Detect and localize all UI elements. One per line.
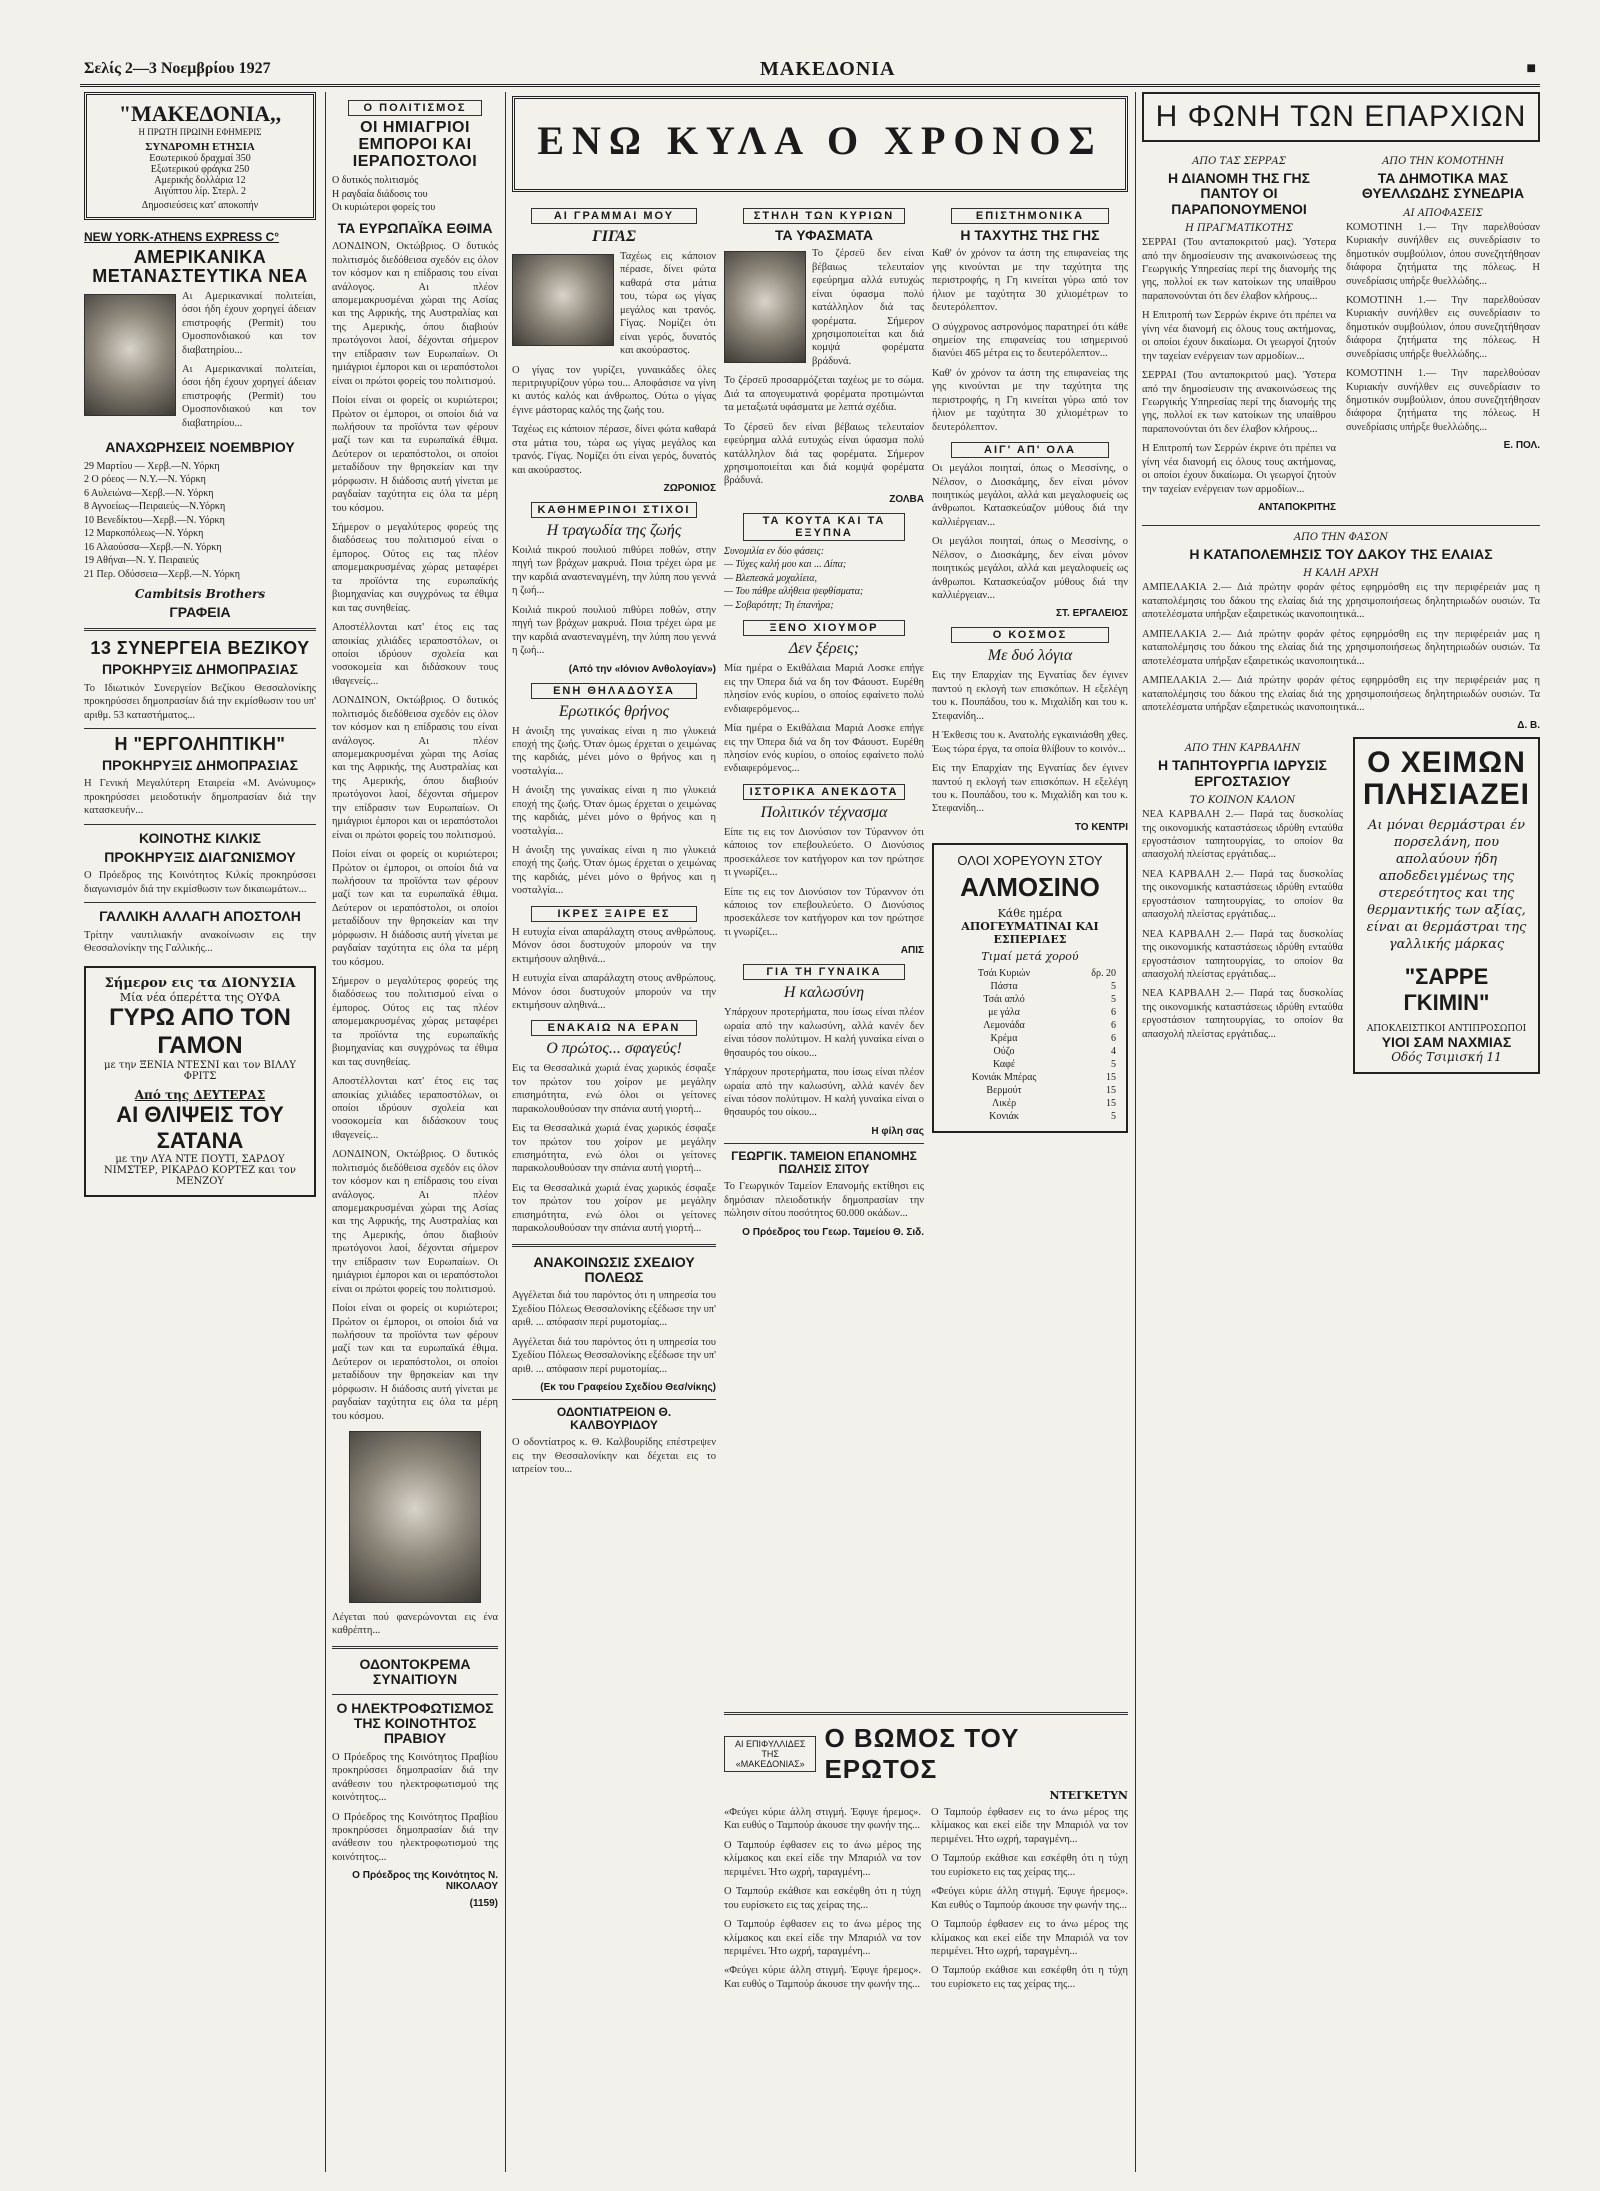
article-text: ΛΟΝΔΙΝΟΝ, Οκτώβριος. Ο δυτικός πολιτισμός διεδόθεισα σχεδόν εις όλον τον κόσμον και η επίδρασις του είναι ανάλογος. Αι πλέον απομεμακρυσμέναι χώραι της Ασίας και της Αφρικής, της Αυστραλίας και της Αμερικής, όπου διαβιούν πρωτόγονοι λαοί, δέχονται σήμερον την επίδρασιν των Ευρωπαίων. Οι ημιάγριοι έμποροι και οι ιεραπόστολοι είναι οι πρώτοι φορείς του πολιτισμού. <box>332 241 498 387</box>
dentist-text: Ο οδοντίατρος κ. Θ. Καλβουρίδης επέστρεψεν εις την Θεσσαλονίκην και δέχεται εις το ιατρείον του... <box>512 1437 716 1476</box>
council-text: ΚΟΜΟΤΙΝΗ 1.— Την παρελθούσαν Κυριακήν συνήλθεν εις συνεδρίασιν το δημοτικόν συμβούλιον, όπου συνεζητήθησαν διάφορα ζητήματα της πόλεως. Η συνεδρίασις υπήρξε θυελλώδης... <box>1346 221 1540 287</box>
subscription-box <box>84 92 316 220</box>
list-item: Οι κυριώτεροι φορείς του <box>332 202 436 214</box>
company-name: Cambitsis Brothers <box>134 587 266 602</box>
article-text: Αποστέλλονται κατ' έτος εις τας αποικίας χιλιάδες ιεραποστόλων, οι οποίοι ιδρύουν σχολεία και νοσοκομεία και διδάσκουν τους ιθαγενείς... <box>332 622 498 687</box>
carpet-factory-text: ΝΕΑ ΚΑΡΒΑΛΗ 2.— Παρά τας δυσκολίας της οικονομικής καταστάσεως ιδρύθη ενταύθα εργοστάσιον ταπητουργίας, το οποίον θα απασχολή πλείστας εργάτιδας... <box>1142 868 1343 921</box>
list-item: 19 Αθήναι—Ν. Υ. Πειραιεύς <box>84 555 199 567</box>
dionysia-from: Από της ΔΕΥΤΕΡΑΣ <box>134 1087 266 1102</box>
almosino-ad <box>932 843 1128 1133</box>
feuilleton-text: Ο Ταμπούρ έφθασεν εις το άνω μέρος της κλίμακος και εκεί είδε την Μπαριόλ να τον περιμένει. Ήτο ωχρή, ταραγμένη... <box>931 1807 1128 1845</box>
almosino-daily: Κάθε ημέρα <box>997 906 1063 920</box>
auction-text: Το Ιδιωτικόν Συνεργείον Βεζίκου Θεσσαλονίκης προκηρύσσει δημοπρασίαν διά την εκμίσθωσιν του υπ' αριθμ. 53 καταστήματος... <box>84 682 316 721</box>
earth-speed-text: Ο σύγχρονος αστρονόμος παρατηρεί ότι κάθε σημείον της επιφανείας του ισημερινού διανύει 465 μέτρα εις το δευτερόλεπτον... <box>932 321 1128 360</box>
list-item: 6 Αυλειώνα—Χερβ.—Ν. Υόρκη <box>84 487 214 499</box>
section-tag: Ο ΠΟΛΙΤΙΣΜΟΣ <box>348 100 483 116</box>
column-2 <box>332 92 498 2172</box>
ikres-text: Η ευτυχία είναι απαράλαχτη στους ανθρώπους. Μόνον όσοι δυστυχούν μπορούν να την εκτιμήσουν αληθινά... <box>512 926 716 965</box>
auction-heading: ΠΡΟΚΗΡΥΞΙΣ ΔΗΜΟΠΡΑΣΙΑΣ <box>102 661 298 678</box>
city-plan-text: Αγγέλεται διά του παρόντος ότι η υπηρεσία του Σχεδίου Πόλεως Θεσσαλονίκης εξέδωσε την υπ' αριθ. ... απόφασιν περί ρυμοτομίας... <box>512 1290 716 1329</box>
feuilleton-text: «Φεύγει κύριε άλλη στιγμή. Έφυγε ήρεμος». Και ευθύς ο Ταμπούρ άκουσε την φωνήν της... <box>724 1965 921 1990</box>
divider <box>512 1399 716 1400</box>
list-item: — Τύχες καλή μου και ... Δίπα; <box>724 559 847 571</box>
land-distribution-heading: Η ΔΙΑΝΟΜΗ ΤΗΣ ΓΗΣ ΠΑΝΤΟΥ ΟΙ ΠΑΡΑΠΟΝΟΥΜΕΝΟΙ <box>1167 170 1311 217</box>
list-item: 10 Βενεδίκτου—Χερβ.—Ν. Υόρκη <box>84 514 225 526</box>
first-butcher-text: Εις τα Θεσσαλικά χωριά ένας χωρικός έσφαξε τον πρώτον του χοίρον με μεγάλην επισημότητα, ενώ όλοι οι γείτονες παρακολουθούσαν την σπάνια αυτή γιορτή... <box>512 1182 716 1235</box>
table-row <box>942 1110 1118 1123</box>
feuilleton-text: «Φεύγει κύριε άλλη στιγμή. Έφυγε ήρεμος». Και ευθύς ο Ταμπούρ άκουσε την φωνήν της... <box>724 1807 921 1832</box>
price-item: Κονιάκ <box>989 1110 1019 1122</box>
feuilleton-text: Ο Ταμπούρ έφθασεν εις το άνω μέρος της κλίμακος και εκεί είδε την Μπαριόλ να τον περιμένει. Ήτο ωχρή, ταραγμένη... <box>931 1919 1128 1957</box>
council-signature: Ε. ΠΟΛ. <box>1503 440 1540 452</box>
grain-sale-signature: Ο Πρόεδρος του Γεωρ. Ταμείου Θ. Σιδ. <box>742 1226 924 1238</box>
america-heading: ΑΜΕΡΙΚΑΝΙΚΑ ΜΕΤΑΝΑΣΤΕΥΤΙΚΑ ΝΕΑ <box>92 247 308 286</box>
land-distribution-text: Η Επιτροπή των Σερρών έκρινε ότι πρέπει να γίνη νέα διανομή εις όλους τους ακτήμονας, οι οποίοι έχουν δικαίωμα. Οι γεωργοί ζητούν την ταχείαν ενέργειαν των αρμοδίων... <box>1142 310 1336 362</box>
masthead <box>80 58 1540 87</box>
city-plan-text: Αγγέλεται διά του παρόντος ότι η υπηρεσία του Σχεδίου Πόλεως Θεσσαλονίκης εξέδωσε την υπ' αριθ. ... απόφασιν περί ρυμοτομίας... <box>512 1336 716 1375</box>
dionysia-title: ΓΥΡΩ ΑΠΟ ΤΟΝ ΓΑΜΟΝ <box>109 1003 291 1059</box>
dionysia-ad <box>84 966 316 1197</box>
column-1 <box>84 92 316 2172</box>
electrification-heading: Ο ΗΛΕΚΤΡΟΦΩΤΙΣΜΟΣ ΤΗΣ ΚΟΙΝΟΤΗΤΟΣ ΠΡΑΒΙΟΥ <box>336 1699 494 1747</box>
section-tag: ΣΤΗΛΗ ΤΩΝ ΚΥΡΙΩΝ <box>743 208 905 224</box>
earth-speed-heading: Η ΤΑΧΥΤΗΣ ΤΗΣ ΓΗΣ <box>960 227 1100 243</box>
gigas-text: Ο γίγας τον γυρίζει, γυναικάδες όλες περιτριγυρίζουν γύρω του... Αποφάσισε να γίνη κι αυτός καλός και άνθρωπος. Ούτω ο γίγας έγινε μάστορας καλός της ζωής του. <box>512 364 716 416</box>
table-row <box>942 1006 1118 1019</box>
price-value: 5 <box>1111 1058 1116 1070</box>
dionysia-cast: με την ΞΕΝΙΑ ΝΤΕΣΝΙ και τον ΒΙΛΛΥ ΦΡΙΤΣ <box>103 1059 296 1082</box>
list-item: — Βλεπεσκά μοχαλίεια, <box>724 572 818 584</box>
land-distribution-text: ΣΕΡΡΑΙ (Του ανταποκριτού μας). Ύστερα από την δημοσίευσιν της ανακοινώσεως της Γεωργικής Υπηρεσίας περί της διανομής της γης, πολλοί εκ των κατοίκων της υπαίθρου παραπονούνται ότι δεν έλαβον κλήρους... <box>1142 370 1336 435</box>
list-item: Η ραγδαία διάδοσις του <box>332 188 428 200</box>
fabrics-text: Το ζέρσεϋ δεν είναι βέβαιως τελευταίον εφεύρημα αλλά ευτυχώς είναι ύφασμα πολύ κατάλληλον διά τας φορέματα. Σήμερον χρησιμοποιείται και διά κομψά φορέματα βράδυνά. <box>812 248 924 367</box>
article-text: Ποίοι είναι οι φορείς οι κυριώτεροι; Πρώτον οι έμποροι, οι οποίοι διά να πωλήσουν τα προϊόντα των φέρουν μαζί των και τα ευρωπαϊκά έθιμα. Δεύτερον οι ιεραπόστολοι, οι οποίοι μεταδίδουν την θρησκείαν και την μόρφωσιν. Η διάδοσις αυτή γίνεται με ραγδαίαν ταχύτητα εις όλα τα μέρη του κόσμου. <box>332 849 498 968</box>
article-text: Σήμερον ο μεγαλύτερος φορεύς της διαδόσεως του πολιτισμού είναι ο έμπορος. Ούτος εις τας πλέον απομεμακρυσμένας χώρας μεταφέρει τα προϊόντα της ευρωπαϊκής βιομηχανίας και συγχρόνως τα έθιμα και τας συνηθείας. <box>332 976 498 1068</box>
eros-title: Ερωτικός θρήνος <box>558 702 670 720</box>
article-text: Αποστέλλονται κατ' έτος εις τας αποικίας χιλιάδες ιεραποστόλων, οι οποίοι ιδρύουν σχολεία και νοσοκομεία και διδάσκουν τους ιθαγενείς... <box>332 1076 498 1141</box>
dentist-heading: ΟΔΟΝΤΙΑΤΡΕΙΟΝ Θ. ΚΑΛΒΟΥΡΙΔΟΥ <box>556 1405 672 1433</box>
tragedy-source: (Από την «Ιόνιον Ανθολογίαν») <box>568 663 716 675</box>
subhead: ΤΟ ΚΟΙΝΟΝ ΚΑΛΟΝ <box>1189 795 1296 807</box>
brand-title: "ΜΑΚΕΔΟΝΙΑ,, <box>118 101 282 126</box>
list-item: 29 Μαρτίου — Χερβ.—Ν. Υόρκη <box>84 460 220 472</box>
list-item: Ο δυτικός πολιτισμός <box>332 175 419 187</box>
provinces-voice-banner: Η ΦΩΝΗ ΤΩΝ ΕΠΑΡΧΙΩΝ <box>1142 92 1540 142</box>
price-item: Λεμονάδα <box>983 1019 1025 1031</box>
table-row <box>942 1045 1118 1058</box>
divider <box>1142 525 1540 526</box>
list-item: 8 Αγνοείως—Πειραιεύς—Ν.Υόρκη <box>84 501 226 513</box>
tragedy-text: Κοιλιά πικρού πουλιού πιθύρει ποθών, στην πηγή των βράχων μακρυά. Ποια τρέχει ώρα με την καρδιά αναστεναγμένη, την λύπη που γεννά η ζωή... <box>512 545 716 597</box>
kindness-text: Υπάρχουν προτερήματα, που ίσως είναι πλέον ωραία από την καλωσύνη, αλλά κανέν δεν είναι τόσον πολύτιμον. Η καλή γυναίκα είναι ο θησαυρός του οίκου... <box>724 1067 924 1119</box>
feuilleton <box>724 1712 1128 2172</box>
list-item: Συνομιλία εν δύο φάσεις: <box>724 545 825 557</box>
city-plan-signature: (Εκ του Γραφείου Σχεδίου Θεσ/νίκης) <box>540 1382 716 1394</box>
america-text: Αι Αμερικανικαί πολιτείαι, όσοι ήδη έχουν χορηγεί άδειαν επιστροφής (Permit) του Ομοσπονδιακού και τον διαβατηρίου... <box>182 290 316 356</box>
subscription-line: Αμερικής δολλάρια 12 <box>154 175 246 186</box>
tragedy-text: Κοιλιά πικρού πουλιού πιθύρει ποθών, στην πηγή των βράχων μακρυά. Ποια τρέχει ώρα με την καρδιά αναστεναγμένη, την λύπη που γεννά η ζωή... <box>512 604 716 657</box>
newspaper-name: ΜΑΚΕΔΟΝΙΑ <box>760 58 896 80</box>
feuilleton-title: Ο ΒΩΜΟΣ ΤΟΥ ΕΡΩΤΟΣ <box>824 1723 1020 1784</box>
olive-fly-text: ΑΜΠΕΛΑΚΙΑ 2.— Διά πρώτην φοράν φέτος εφηρμόσθη εις την περιφέρειάν μας η καταπολέμησις του δάκου της ελαίας διά της χρησιμοποιήσεως δηλητηριωδών ουσιών. Τα αποτελέσματα υπήρξαν εξαιρετικώς ικανοποιητικά... <box>1142 628 1540 667</box>
feuilleton-text: Ο Ταμπούρ εκάθισε και εσκέφθη ότι η τύχη του ευρίσκετο εις τας χείρας της... <box>931 1853 1128 1878</box>
table-row <box>942 993 1118 1006</box>
first-butcher-text: Εις τα Θεσσαλικά χωριά ένας χωρικός έσφαξε τον πρώτον του χοίρον με μεγάλην επισημότητα, ενώ όλοι οι γείτονες παρακολουθούσαν την σπάνια αυτή γιορτή... <box>512 1063 716 1115</box>
table-row <box>942 1019 1118 1032</box>
list-item: 21 Περ. Οδύσσεια—Χερβ.—Ν. Υόρκη <box>84 568 241 580</box>
earth-speed-text: Καθ' όν χρόνον τα άστη της επιφανείας της γης κινούνται με την ταχύτητα της περιστροφής, η Γη κινείται γύρω από τον ήλιον με ταχύτητα 30 χιλιομέτρων το δευτερόλεπτον. <box>932 248 1128 314</box>
list-item: — Σοβαρότητ; Τη έπανήρα; <box>724 599 834 611</box>
olive-fly-text: ΑΜΠΕΛΑΚΙΑ 2.— Διά πρώτην φοράν φέτος εφηρμόσθη εις την περιφέρειάν μας η καταπολέμησις του δάκου της ελαίας διά της χρησιμοποιήσεως δηλητηριωδών ουσιών. Τα αποτελέσματα υπήρξαν εξαιρετικώς ικανοποιητικά... <box>1142 675 1540 713</box>
divider <box>84 628 316 631</box>
article-text: Ποίοι είναι οι φορείς οι κυριώτεροι; Πρώτον οι έμποροι, οι οποίοι διά να πωλήσουν τα προϊόντα των φέρουν μαζί των και τα ευρωπαϊκά έθιμα. Δεύτερον οι ιεραπόστολοι, οι οποίοι μεταδίδουν την θρησκείαν και την μόρφωσιν. Η διάδοσις αυτή γίνεται με ραγδαίαν ταχύτητα εις όλα τα μέρη του κόσμου. <box>332 1303 498 1422</box>
fabrics-heading: ΤΑ ΥΦΑΣΜΑΤΑ <box>775 227 873 243</box>
dialogue-list <box>724 545 924 613</box>
section-tag: ΓΙΑ ΤΗ ΓΥΝΑΙΚΑ <box>743 964 905 980</box>
price-value: 5 <box>1111 980 1116 992</box>
first-butcher-text: Εις τα Θεσσαλικά χωριά ένας χωρικός έσφαξε τον πρώτον του χοίρον με μεγάλην επισημότητα, ενώ όλοι οι γείτονες παρακολουθούσαν την σπάνια αυτή γιορτή... <box>512 1123 716 1175</box>
feuilleton-text: Ο Ταμπούρ έφθασεν εις το άνω μέρος της κλίμακος και εκεί είδε την Μπαριόλ να τον περιμένει. Ήτο ωχρή, ταραγμένη... <box>724 1839 921 1878</box>
section-tag: ΚΑΘΗΜΕΡΙΝΟΙ ΣΤΙΧΟΙ <box>531 502 696 518</box>
price-value: 15 <box>1106 1071 1116 1083</box>
article-headline: ΟΙ ΗΜΙΑΓΡΙΟΙ ΕΜΠΟΡΟΙ ΚΑΙ ΙΕΡΑΠΟΣΤΟΛΟΙ <box>352 119 478 170</box>
divider <box>84 824 316 825</box>
subscription-title: ΣΥΝΔΡΟΜΗ ΕΤΗΣΙΑ <box>145 141 255 153</box>
heater-ad <box>1353 737 1540 1073</box>
feuilleton-tag: ΑΙ ΕΠΙΦΥΛΛΙΔΕΣ ΤΗΣ «ΜΑΚΕΔΟΝΙΑΣ» <box>724 1736 816 1772</box>
section-tag: Ο ΚΟΣΜΟΣ <box>951 627 1110 643</box>
heater-seller: ΥΙΟΙ ΣΑΜ ΝΑΧΜΙΑΣ <box>1381 1033 1512 1050</box>
section-tag: ΙΣΤΟΡΙΚΑ ΑΝΕΚΔΟΤΑ <box>743 784 905 800</box>
dionysia-next: ΑΙ ΘΛΙΨΕΙΣ ΤΟΥ ΣΑΤΑΝΑ <box>116 1101 284 1153</box>
price-item: Καφέ <box>992 1058 1016 1070</box>
heater-agents: ΑΠΟΚΛΕΙΣΤΙΚΟΙ ΑΝΤΙΠΡΟΣΩΠΟΙ <box>1366 1023 1527 1034</box>
list-item: — Του πάθρε αλήθεια ψεφθίσματα; <box>724 586 864 598</box>
gigas-text: Ταχέως εις κάποιον πέρασε, δίνει φώτα καθαρά στα μάτια του, τώρα ως γίγας μεγάλος και τρανός. Γίγας. Νομίζει ότι είναι γερός, δυνατός και ακούραστος. <box>620 251 716 357</box>
in-brief-title: Με δυό λόγια <box>987 647 1073 665</box>
political-trick-title: Πολιτικόν τέχνασμα <box>760 803 888 821</box>
issue-date: Σελίς 2—3 Νοεμβρίου 1927 <box>84 60 271 77</box>
city-plan-heading: ΑΝΑΚΟΙΝΩΣΙΣ ΣΧΕΔΙΟΥ ΠΟΛΕΩΣ <box>533 1253 695 1286</box>
dionysia-next-cast: με την ΛΥΑ ΝΤΕ ΠΟΥΤΙ, ΣΑΡΔΟΥ ΝΙΜΣΤΕΡ, ΡΙΚΑΡΔΟ ΚΟΡΤΕΖ και τον ΜΕΝΖΟΥ <box>104 1153 296 1187</box>
dateline: ΑΠΟ ΤΗΝ ΦΑΣΟΝ <box>1293 532 1389 544</box>
mirror-ad-caption: Λέγεται πού φανερώνονται εις ένα καθρέπτη... <box>332 1612 498 1637</box>
subscription-note: Δημοσιεύσεις κατ' αποκοπήν <box>141 200 259 211</box>
article-text: Σήμερον ο μεγαλύτερος φορεύς της διαδόσεως του πολιτισμού είναι ο έμπορος. Ούτος εις τας πλέον απομεμακρυσμένας χώρας μεταφέρει τα προϊόντα της ευρωπαϊκής βιομηχανίας και συγχρόνως τα έθιμα και τας συνηθείας. <box>332 522 498 614</box>
section-tag: ΤΑ ΚΟΥΤΑ ΚΑΙ ΤΑ ΕΞΥΠΝΑ <box>743 513 905 541</box>
olive-fly-text: ΑΜΠΕΛΑΚΙΑ 2.— Διά πρώτην φοράν φέτος εφηρμόσθη εις την περιφέρειάν μας η καταπολέμησις του δάκου της ελαίας διά της χρησιμοποιήσεως δηλητηριωδών ουσιών. Τα αποτελέσματα υπήρξαν εξαιρετικώς ικανοποιητικά... <box>1142 582 1540 621</box>
article-text: Ποίοι είναι οι φορείς οι κυριώτεροι; Πρώτον οι έμποροι, οι οποίοι διά να πωλήσουν τα προϊόντα των φέρουν μαζί των και τα ευρωπαϊκά έθιμα. Δεύτερον οι ιεραπόστολοι, οι οποίοι μεταδίδουν την θρησκείαν και την μόρφωσιν. Η διάδοσις αυτή γίνεται με ραγδαίαν ταχύτητα εις όλα τα μέρη του κόσμου. <box>332 395 498 514</box>
list-item: 2 Ο ρόεος — Ν.Υ.—Ν. Υόρκη <box>84 474 206 486</box>
auction-heading: ΠΡΟΚΗΡΥΞΙΣ ΔΗΜΟΠΡΑΣΙΑΣ <box>102 756 298 773</box>
dont-know-text: Μία ημέρα ο Εκιθάλαια Μαριά Λοσκε επήγε εις την Όπερα διά να δη τον Φάουστ. Ευρέθη πλησίον ενός κυρίου, ο οποίος εφαίνετο πολύ ενδιαφερόμενος... <box>724 723 924 775</box>
article-subhead: ΤΑ ΕΥΡΩΠΑΪΚΑ ΕΘΙΜΑ <box>337 219 493 236</box>
express-heading: NEW YORK-ATHENS EXPRESS C° <box>84 230 280 244</box>
miscellany-text: Οι μεγάλοι ποιηταί, όπως ο Μεσσίνης, ο Νέλσον, ο Διοσκάμης, δεν είναι μόνον ποιητικώς μεγάλοι, αλλά και μεγαλοφυείς ως άνθρωποι. Κατασκεύαζον μύθους διά την καλλιέργειαν... <box>932 463 1128 528</box>
price-value: 5 <box>1111 993 1116 1005</box>
table-row <box>942 1071 1118 1084</box>
table-row <box>942 1058 1118 1071</box>
divider <box>724 1712 1128 1715</box>
banner-title: ΕΝΩ ΚΥΛΑ Ο ΧΡΟΝΟΣ <box>537 118 1103 163</box>
subhead: ΑΙ ΑΠΟΦΑΣΕΙΣ <box>1403 207 1483 219</box>
carpet-factory-text: ΝΕΑ ΚΑΡΒΑΛΗ 2.— Παρά τας δυσκολίας της οικονομικής καταστάσεως ιδρύθη ενταύθα εργοστάσιον ταπητουργίας, το οποίον θα απασχολή πλείστας εργάτιδας... <box>1142 988 1343 1040</box>
price-item: Λικέρ <box>991 1097 1017 1109</box>
price-item: Βερμούτ <box>986 1084 1022 1096</box>
gigas-illustration <box>512 254 614 346</box>
table-row <box>942 1032 1118 1045</box>
section-tag: ΞΕΝΟ ΧΙΟΥΜΟΡ <box>743 620 905 636</box>
fabrics-signature: ΖΟΛΒΑ <box>889 493 924 505</box>
mirror-ad-illustration <box>349 1431 481 1603</box>
french-mission-text: Τρίτην ναυτιλιακήν ανακοίνωσιν εις την Θεσσαλονίκην της Γαλλικής... <box>84 929 316 955</box>
article-text: ΛΟΝΔΙΝΟΝ, Οκτώβριος. Ο δυτικός πολιτισμός διεδόθεισα σχεδόν εις όλον τον κόσμον και η επίδρασις του είναι ανάλογος. Αι πλέον απομεμακρυσμέναι χώραι της Ασίας και της Αφρικής, της Αυστραλίας και της Αμερικής, όπου διαβιούν πρωτόγονοι λαοί, δέχονται σήμερον την επίδρασιν των Ευρωπαίων. Οι ημιάγριοι έμποροι και οι ιεραπόστολοι είναι οι πρώτοι φορείς του πολιτισμού. <box>332 1149 498 1295</box>
price-value: 6 <box>1111 1019 1116 1031</box>
section-tag: ΕΝΑΚΑΙΩ ΝΑ ΕΡΑΝ <box>531 1020 696 1036</box>
column-6 <box>1142 92 1540 2172</box>
almosino-head: ΟΛΟΙ ΧΟΡΕΥΟΥΝ ΣΤΟΥ <box>957 852 1103 868</box>
winter-text: Αι μόναι θερμάστραι έν πορσελάνη, που απολαύουν ήδη αποδεδειγμένως της στερεότητος και της θερμαντικής των αξίας, είναι αι θερμάστραι της γαλλικής μάρκας <box>1366 818 1527 952</box>
first-butcher-title: Ο πρώτος... σφαγεύς! <box>546 1040 682 1058</box>
section-tag: ΕΝΗ ΘΗΛΑΔΟΥΣΑ <box>531 683 696 699</box>
offices-heading: ΑΝΑΧΩΡΗΣΕΙΣ ΝΟΕΜΒΡΙΟΥ <box>105 439 295 456</box>
price-value: 4 <box>1111 1045 1116 1057</box>
dionysia-sub: Μία νέα όπερέττα της ΟΥΦΑ <box>119 990 281 1004</box>
subscription-line: Αιγύπτου λίρ. Στερλ. 2 <box>153 186 247 197</box>
eros-text: Η άνοιξη της γυναίκας είναι η πιο γλυκειά εποχή της ζωής. Όταν όμως έρχεται ο χειμώνας της καρδιάς, μένει μόνο ο θρήνος και η νοσταλγία... <box>512 725 716 777</box>
price-item: με γάλα <box>988 1006 1020 1018</box>
miscellany-signature: ΣΤ. ΕΡΓΑΛΕΙΟΣ <box>1056 608 1128 620</box>
gigas-text: Ταχέως εις κάποιον πέρασε, δίνει φώτα καθαρά στα μάτια του, τώρα ως γίγας μεγάλος και τρανός. Γίγας. Νομίζει ότι είναι γερός, δυνατός και ακούραστος. <box>512 424 716 476</box>
almosino-price-title: Τιμαί μετά χορού <box>981 949 1079 963</box>
tragedy-title: Η τραγωδία της ζωής <box>546 522 682 539</box>
french-mission-heading: ΓΑΛΛΙΚΗ ΑΛΛΑΓΗ ΑΠΟΣΤΟΛΗ <box>99 908 301 925</box>
price-value: 15 <box>1106 1084 1116 1096</box>
toothpaste-ad: ΟΔΟΝΤΟΚΡΕΜΑ ΣΥΝΑΙΤΙΟΥΝ <box>359 1655 471 1688</box>
notice-number: (1159) <box>469 1898 498 1910</box>
list-item: 12 Μαρκοπόλεως—Ν. Υόρκη <box>84 528 204 540</box>
dont-know-text: Μία ημέρα ο Εκιθάλαια Μαριά Λοσκε επήγε εις την Όπερα διά να δη τον Φάουστ. Ευρέθη πλησίον ενός κυρίου, ο οποίος εφαίνετο πολύ ενδιαφερόμενος... <box>724 663 924 715</box>
table-row <box>942 1097 1118 1110</box>
subscription-line: Εσωτερικού δραχμαί 350 <box>149 153 251 164</box>
contest-text: Ο Πρόεδρος της Κοινότητος Κιλκίς προκηρύσσει διαγωνισμόν διά την εκμίσθωσιν των δικαιωμάτων... <box>84 870 316 895</box>
bullet-list <box>332 174 498 215</box>
land-distribution-text: Η Επιτροπή των Σερρών έκρινε ότι πρέπει να γίνη νέα διανομή εις όλους τους ακτήμονας, οι οποίοι έχουν δικαίωμα. Οι γεωργοί ζητούν την ταχείαν ενέργειαν των αρμοδίων... <box>1142 443 1336 495</box>
land-distribution-signature: ΑΝΤΑΠΟΚΡΙΤΗΣ <box>1257 502 1336 514</box>
price-value: 6 <box>1111 1032 1116 1044</box>
table-row <box>942 1084 1118 1097</box>
feuilleton-author: ΝΤΕΓΚΕΤΥΝ <box>1049 1789 1128 1802</box>
fabrics-text: Το ζέρσεϋ προσαρμόζεται ταχέως με το σώμα. Διά τα απογευματινά φορέματα προτιμώνται τα μεταξωτά υφάσματα με λεπτά σχέδια. <box>724 375 924 414</box>
column-divider <box>325 92 326 2172</box>
price-item: Πάστα <box>990 980 1018 992</box>
dateline: ΑΠΟ ΤΗΝ ΚΟΜΟΤΗΝΗ <box>1382 156 1504 167</box>
fabrics-text: Το ζέρσεϋ δεν είναι βέβαιως τελευταίον εφεύρημα αλλά ευτυχώς είναι ύφασμα πολύ κατάλληλον διά τας φορέματα. Σήμερον χρησιμοποιείται και διά κομψά φορέματα βράδυνά. <box>724 421 924 487</box>
brand-subtitle: Η ΠΡΩΤΗ ΠΡΩΙΝΗ ΕΦΗΜΕΡΙΣ <box>138 127 262 137</box>
feuilleton-text: Ο Ταμπούρ έφθασεν εις το άνω μέρος της κλίμακος και εκεί είδε την Μπαριόλ να τον περιμένει. Ήτο ωχρή, ταραγμένη... <box>724 1919 921 1957</box>
council-text: ΚΟΜΟΤΙΝΗ 1.— Την παρελθούσαν Κυριακήν συνήλθεν εις συνεδρίασιν το δημοτικόν συμβούλιον, όπου συνεζητήθησαν διάφορα ζητήματα της πόλεως. Η συνεδρίασις υπήρξε θυελλώδης... <box>1346 294 1540 360</box>
grain-sale-heading: ΓΕΩΡΓΙΚ. ΤΑΜΕΙΟΝ ΕΠΑΝΟΜΗΣ ΠΩΛΗΣΙΣ ΣΙΤΟΥ <box>731 1148 917 1177</box>
section-tag: ΕΠΙΣΤΗΜΟΝΙΚΑ <box>951 208 1110 224</box>
grain-sale-text: Το Γεωργικόν Ταμείον Επανομής εκτίθησι εις δημόσιαν πλειοδοτικήν δημοπρασίαν την πώλησιν σίτου ποσότητος 60.000 οκάδων... <box>724 1181 924 1220</box>
gigas-signature: ΖΩΡΟΝΙΟΣ <box>663 483 716 494</box>
contest-heading: ΠΡΟΚΗΡΥΞΙΣ ΔΙΑΓΩΝΙΣΜΟΥ <box>104 849 296 866</box>
list-item: 16 Αλαούσσα—Χερβ.—Ν. Υόρκη <box>84 541 222 553</box>
column-divider <box>1135 92 1136 2172</box>
dionysia-top: Σήμερον εις τα ΔΙΟΝΥΣΙΑ <box>104 975 296 991</box>
heater-address: Οδός Τσιμισκή 11 <box>1391 1049 1502 1064</box>
carpet-factory-text: ΝΕΑ ΚΑΡΒΑΛΗ 2.— Παρά τας δυσκολίας της οικονομικής καταστάσεως ιδρύθη ενταύθα εργοστάσιον ταπητουργίας, το οποίον θα απασχολή πλείστας εργάτιδας... <box>1142 928 1343 980</box>
price-value: 5 <box>1111 1110 1116 1122</box>
price-item: Κονιάκ Μπέρας <box>971 1071 1037 1083</box>
olive-fly-heading: Η ΚΑΤΑΠΟΛΕΜΗΣΙΣ ΤΟΥ ΔΑΚΟΥ ΤΗΣ ΕΛΑΙΑΣ <box>1189 546 1493 563</box>
page-mark: ■ <box>1526 60 1536 77</box>
divider <box>84 902 316 903</box>
price-item: Τσάι απλό <box>983 993 1025 1005</box>
carpet-factory-heading: Η ΤΑΠΗΤΟΥΡΓΙΑ ΙΔΡΥΣΙΣ ΕΡΓΟΣΤΑΣΙΟΥ <box>1158 757 1327 789</box>
lady-portrait <box>724 251 806 363</box>
table-row <box>942 967 1118 980</box>
eros-text: Η άνοιξη της γυναίκας είναι η πιο γλυκειά εποχή της ζωής. Όταν όμως έρχεται ο χειμώνας της καρδιάς, μένει μόνο ο θρήνος και η νοσταλγία... <box>512 845 716 897</box>
section-tag: ΙΚΡΕΣ ΞΑΙΡΕ ΕΣ <box>531 906 696 922</box>
political-trick-text: Είπε τις εις τον Διονύσιον τον Τύραννον ότι κάποιος τον επεβουλεύετο. Ο Διονύσιος προσεκάλεσε τον κατήγορον και τον ηρώτησε τι γνωρίζει... <box>724 826 924 879</box>
olive-fly-signature: Δ. Β. <box>1517 720 1540 732</box>
subscription-line: Εξωτερικού φράγκα 250 <box>150 164 250 175</box>
in-brief-signature: ΤΟ ΚΕΝΤΡΙ <box>1074 821 1128 833</box>
table-row <box>942 980 1118 993</box>
divider <box>332 1646 498 1649</box>
price-item: Ούζο <box>993 1045 1015 1057</box>
dateline: ΑΠΟ ΤΑΣ ΣΕΡΡΑΣ <box>1192 156 1286 167</box>
article-text: ΛΟΝΔΙΝΟΝ, Οκτώβριος. Ο δυτικός πολιτισμός διεδόθεισα σχεδόν εις όλον τον κόσμον και η επίδρασις του είναι ανάλογος. Αι πλέον απομεμακρυσμέναι χώραι της Ασίας και της Αφρικής, της Αυστραλίας και της Αμερικής, όπου διαβιούν πρωτόγονοι λαοί, δέχονται σήμερον την επίδρασιν των Ευρωπαίων. Οι ημιάγριοι έμποροι και οι ιεραπόστολοι είναι οι πρώτοι φορείς του πολιτισμού. <box>332 695 498 841</box>
subhead: Η ΚΑΛΗ ΑΡΧΗ <box>1303 568 1379 580</box>
offices-title: ΓΡΑΦΕΙΑ <box>169 604 231 621</box>
divider <box>724 1143 924 1144</box>
column-5 <box>932 200 1128 1700</box>
in-brief-text: Η Έκθεσις του κ. Ανατολής εγκαινιάσθη χθες. Έως τώρα έργα, τα οποία θλίβουν το κοινόν... <box>932 730 1128 755</box>
kindness-text: Υπάρχουν προτερήματα, που ίσως είναι πλέον ωραία από την καλωσύνη, αλλά κανέν δεν είναι τόσον πολύτιμον. Η καλή γυναίκα είναι ο θησαυρός του οίκου... <box>724 1007 924 1059</box>
political-trick-text: Είπε τις εις τον Διονύσιον τον Τύραννον ότι κάποιος τον επεβουλεύετο. Ο Διονύσιος προσεκάλεσε τον κατήγορον και τον ηρώτησε τι γνωρίζει... <box>724 886 924 938</box>
land-distribution-text: ΣΕΡΡΑΙ (Του ανταποκριτού μας). Ύστερα από την δημοσίευσιν της ανακοινώσεως της Γεωργικής Υπηρεσίας περί της διανομής της γης, πολλοί εκ των κατοίκων της υπαίθρου παραπονούνται ότι δεν έλαβον κλήρους... <box>1142 237 1336 302</box>
council-heading: ΤΑ ΔΗΜΟΤΙΚΑ ΜΑΣ ΘΥΕΛΛΩΔΗΣ ΣΥΝΕΔΡΙΑ <box>1361 170 1525 202</box>
ship-illustration <box>84 294 176 416</box>
electrification-text: Ο Πρόεδρος της Κοινότητος Πραβίου προκηρύσσει δημοπρασίαν διά την ανάθεσιν του ηλεκτροφωτισμού της κοινότητος... <box>332 1751 498 1804</box>
council-text: ΚΟΜΟΤΙΝΗ 1.— Την παρελθούσαν Κυριακήν συνήλθεν εις συνεδρίασιν το δημοτικόν συμβούλιον, όπου συνεζητήθησαν διάφορα ζητήματα της πόλεως. Η συνεδρίασις υπήρξε θυελλώδης... <box>1346 368 1540 433</box>
political-trick-signature: ΑΠΙΣ <box>900 945 924 957</box>
electrification-signature: Ο Πρόεδρος της Κοινότητος Ν. ΝΙΚΟΛΑΟΥ <box>352 1870 498 1893</box>
dont-know-title: Δεν ξέρεις; <box>788 640 860 658</box>
dateline: ΑΠΟ ΤΗΝ ΚΑΡΒΑΛΗΝ <box>1184 743 1301 755</box>
column-4 <box>724 200 924 1700</box>
divider <box>332 1694 498 1695</box>
section-tag: ΑΙ ΓΡΑΜΜΑΙ ΜΟΥ <box>531 208 696 224</box>
synergeia-heading: 13 ΣΥΝΕΡΓΕΙΑ ΒΕΖΙΚΟΥ <box>90 638 310 659</box>
price-item: Κρέμα <box>990 1032 1018 1044</box>
subhead: Η ΠΡΑΓΜΑΤΙΚΟΤΗΣ <box>1185 223 1293 235</box>
price-table <box>942 967 1118 1123</box>
america-text: Αι Αμερικανικαί πολιτείαι, όσοι ήδη έχουν χορηγεί άδειαν επιστροφής (Permit) του Ομοσπονδιακού και τον διαβατηρίου... <box>182 363 316 429</box>
feuilleton-text: Ο Ταμπούρ εκάθισε και εσκέφθη ότι η τύχη του ευρίσκετο εις τας χείρας της... <box>931 1965 1128 1990</box>
price-value: 6 <box>1111 1006 1116 1018</box>
column-3 <box>512 200 716 2170</box>
column-divider <box>505 92 506 2172</box>
gigas-title: ΓΙΓΑΣ <box>592 228 636 245</box>
miscellany-text: Οι μεγάλοι ποιηταί, όπως ο Μεσσίνης, ο Νέλσον, ο Διοσκάμης, δεν είναι μόνον ποιητικώς μεγάλοι, αλλά και μεγαλοφυείς ως άνθρωποι. Κατασκεύαζον μύθους διά την καλλιέργειαν... <box>932 536 1128 602</box>
kindness-title: Η καλωσύνη <box>783 984 865 1002</box>
almosino-times: ΑΠΟΓΕΥΜΑΤΙΝΑΙ ΚΑΙ ΕΣΠΕΡΙΔΕΣ <box>961 919 1099 946</box>
section-tag: ΑΙΓ' ΑΠ' ΟΛΑ <box>951 442 1110 458</box>
feuilleton-text: Ο Ταμπούρ εκάθισε και εσκέφθη ότι η τύχη του ευρίσκετο εις τας χείρας της... <box>724 1886 921 1911</box>
kilkis-heading: ΚΟΙΝΟΤΗΣ ΚΙΛΚΙΣ <box>139 829 261 846</box>
eros-text: Η άνοιξη της γυναίκας είναι η πιο γλυκειά εποχή της ζωής. Όταν όμως έρχεται ο χειμώνας της καρδιάς, μένει μόνο ο θρήνος και η νοσταλγία... <box>512 785 716 837</box>
carpet-factory-text: ΝΕΑ ΚΑΡΒΑΛΗ 2.— Παρά τας δυσκολίας της οικονομικής καταστάσεως ιδρύθη ενταύθα εργοστάσιον ταπητουργίας, το οποίον θα απασχολή πλείστας εργάτιδας... <box>1142 809 1343 861</box>
in-brief-text: Εις την Επαρχίαν της Εγνατίας δεν έγινεν παντού η εκλογή των επισκόπων. Η εξελέγη του κ. Πουπάδου, του κ. Μιχαλίδη και του κ. Στεφανίδη... <box>932 763 1128 815</box>
price-value: 15 <box>1106 1097 1116 1109</box>
ergoliptiki-heading: Η "ΕΡΓΟΛΗΠΤΙΚΗ" <box>114 734 286 755</box>
earth-speed-text: Καθ' όν χρόνον τα άστη της επιφανείας της γης κινούνται με την ταχύτητα της περιστροφής, η Γη κινείται γύρω από τον ήλιον με ταχύτητα 30 χιλιομέτρων το δευτερόλεπτον. <box>932 367 1128 433</box>
price-value: δρ. 20 <box>1091 967 1116 979</box>
ikres-text: Η ευτυχία είναι απαράλαχτη στους ανθρώπους. Μόνον όσοι δυστυχούν μπορούν να την εκτιμήσουν αληθινά... <box>512 973 716 1011</box>
departures-list <box>84 460 316 582</box>
in-brief-text: Εις την Επαρχίαν της Εγνατίας δεν έγινεν παντού η εκλογή των επισκόπων. Η εξελέγη του κ. Πουπάδου, του κ. Μιχαλίδη και του κ. Στεφανίδη... <box>932 670 1128 722</box>
divider <box>512 1244 716 1247</box>
time-rolls-banner <box>512 96 1128 192</box>
feuilleton-text: «Φεύγει κύριε άλλη στιγμή. Έφυγε ήρεμος». Και ευθύς ο Ταμπούρ άκουσε την φωνήν της... <box>931 1886 1128 1911</box>
almosino-name: ΑΛΜΟΣΙΝΟ <box>960 871 1100 902</box>
divider <box>84 728 316 729</box>
winter-title: Ο ΧΕΙΜΩΝ ΠΛΗΣΙΑΖΕΙ <box>1362 746 1530 811</box>
auction-text: Η Γενική Μεγαλύτερη Εταιρεία «Μ. Ανώνυμος» προκηρύσσει μειοδοτικήν δημοπρασίαν διά την κατασκευήν... <box>84 778 316 817</box>
kindness-signature: Η φίλη σας <box>871 1125 924 1137</box>
price-item: Τσάι Κυριών <box>977 967 1031 979</box>
electrification-text: Ο Πρόεδρος της Κοινότητος Πραβίου προκηρύσσει δημοπρασίαν διά την ανάθεσιν του ηλεκτροφωτισμού της κοινότητος... <box>332 1811 498 1863</box>
heater-brand: "ΣΑΡΡΕ ΓΚΙΜΙΝ" <box>1403 963 1490 1015</box>
